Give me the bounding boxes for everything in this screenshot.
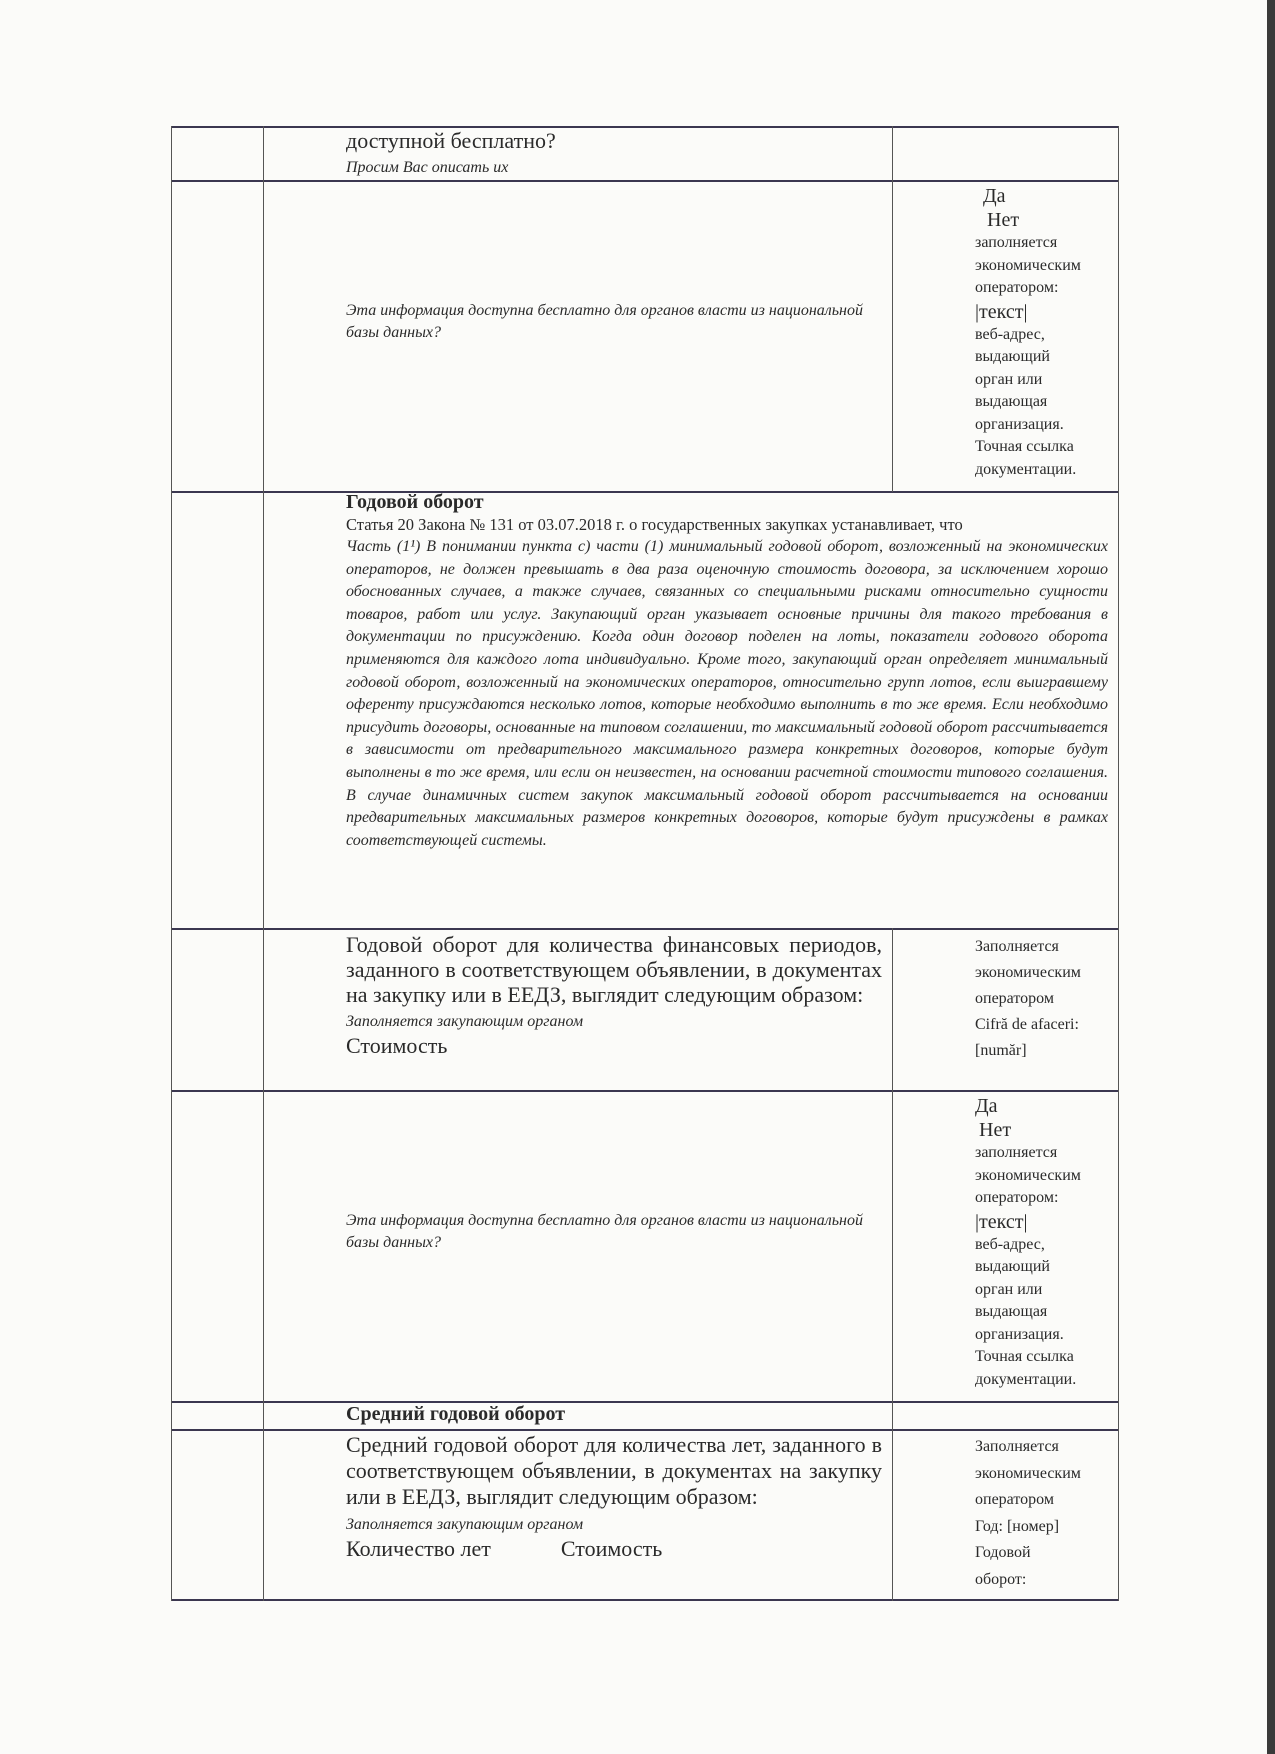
row-divider: [171, 1429, 1119, 1431]
row-divider: [171, 928, 1119, 930]
table-border: [171, 126, 172, 1601]
answer-line: оператором: [975, 990, 1054, 1007]
answer-line: орган или: [975, 370, 1043, 388]
scan-edge: [1267, 0, 1275, 1754]
answer-line: документации.: [975, 460, 1077, 478]
answer-line: экономическим: [975, 1166, 1081, 1184]
note-text: Заполняется закупающим органом: [346, 1516, 584, 1533]
text-placeholder[interactable]: |текст|: [975, 1210, 1028, 1233]
table-border: [1118, 126, 1119, 1601]
answer-line: выдающая: [975, 393, 1048, 410]
answer-line: Точная ссылка: [975, 1348, 1074, 1365]
section-heading: Годовой оборот: [346, 491, 484, 513]
answer-line: веб-адрес,: [975, 325, 1045, 343]
answer-line: заполняется: [975, 1144, 1058, 1161]
note-text: Просим Вас описать их: [346, 159, 509, 176]
answer-cell: [975, 1094, 1113, 1391]
answer-line: оператором:: [975, 279, 1059, 296]
answer-line: экономическим: [975, 1464, 1081, 1482]
answer-line: Годовой: [975, 1544, 1031, 1561]
note-text: Заполняется закупающим органом: [346, 1013, 584, 1030]
column-divider: [892, 928, 893, 1601]
answer-line: заполняется: [975, 234, 1058, 251]
annual-turnover-section: [346, 491, 1108, 852]
year-placeholder[interactable]: Год: [номер]: [975, 1517, 1060, 1535]
law-intro: Статья 20 Закона № 131 от 03.07.2018 г. о государственных закупках устанавливает, что: [346, 515, 963, 534]
question-text: Годовой оборот для количества финансовых периодов, заданного в соответствующем объявлении, в документах на закупку или в ЕЕДЗ, выглядит следующим образом:: [346, 932, 882, 1007]
table-border: [171, 1599, 1119, 1601]
answer-line: оборот:: [975, 1570, 1027, 1588]
question-text: доступной бесплатно?: [346, 128, 556, 153]
answer-line: оператором: [975, 1491, 1054, 1508]
option-no[interactable]: Нет: [979, 1119, 1012, 1141]
answer-line: документации.: [975, 1370, 1077, 1388]
row-7: [346, 1432, 882, 1561]
answer-line: орган или: [975, 1280, 1043, 1298]
answer-line: Заполняется: [975, 1438, 1059, 1455]
answer-line: организация.: [975, 1325, 1064, 1343]
law-text: Часть (1¹) В понимании пункта с) части (1) минимальный годовой оборот, возложенный на экономических операторов, не должен превышать в два раза оценочную стоимость договора, за исключением хорошо обоснованных случаев, а также случаев, связанных со специальными рисками относительно сущности товаров, работ или услуг. Закупающий орган указывает основные причины для такого требования в документации по присуждению. Когда один договор поделен на лоты, показатели годового оборота применяются для каждого лота индивидуально. Кроме того, закупающий орган определяет минимальный годовой оборот, возложенный на экономических операторов, относительно групп лотов, если выигравшему оференту присуждаются несколько лотов, которые необходимо выполнить в то же время. Если необходимо присудить договоры, основанные на типовом соглашении, то максимальный годовой оборот рассчитывается в зависимости от предварительного максимального размера конкретных договоров, которые будут выполнены в то же время, или если он неизвестен, на основании расчетной стоимости типового соглашения. В случае динамичных систем закупок максимальный годовой оборот рассчитывается на основании предварительных максимальных размеров конкретных договоров, которые будут присуждены в рамках соответствующей системы.: [346, 538, 1108, 849]
years-label: Количество лет: [346, 1536, 491, 1561]
row-1: [346, 128, 882, 179]
row-divider: [171, 1090, 1119, 1092]
answer-line: организация.: [975, 415, 1064, 433]
option-no[interactable]: Нет: [987, 209, 1020, 231]
number-placeholder[interactable]: [număr]: [975, 1042, 1027, 1059]
option-yes[interactable]: Да: [983, 185, 1006, 207]
row-4: [346, 932, 882, 1058]
text-placeholder[interactable]: |текст|: [975, 300, 1028, 323]
answer-line: выдающий: [975, 348, 1050, 365]
answer-line: экономическим: [975, 964, 1081, 981]
answer-cell: [975, 184, 1113, 481]
answer-cell: [975, 934, 1113, 1064]
question-text: Средний годовой оборот для количества лет, заданного в соответствующем объявлении, в документах на закупку или в ЕЕДЗ, выглядит следующим образом:: [346, 1432, 882, 1509]
answer-line: Заполняется: [975, 938, 1059, 955]
answer-line: выдающий: [975, 1258, 1050, 1275]
answer-cell: [975, 1434, 1113, 1593]
value-label: Стоимость: [560, 1536, 663, 1561]
answer-line: веб-адрес,: [975, 1235, 1045, 1253]
column-divider: [892, 126, 893, 492]
answer-line: Точная ссылка: [975, 438, 1074, 455]
answer-line: экономическим: [975, 256, 1081, 274]
column-divider: [263, 126, 264, 1601]
section-heading: Средний годовой оборот: [346, 1403, 566, 1425]
question-text: Эта информация доступна бесплатно для органов власти из национальной базы данных?: [346, 1212, 863, 1251]
option-yes[interactable]: Да: [975, 1095, 998, 1117]
row-divider: [171, 180, 1119, 182]
question-text: Эта информация доступна бесплатно для органов власти из национальной базы данных?: [346, 302, 863, 341]
answer-line: Cifră de afaceri:: [975, 1016, 1079, 1033]
answer-line: оператором:: [975, 1189, 1059, 1206]
answer-line: выдающая: [975, 1303, 1048, 1320]
value-label: Стоимость: [346, 1033, 448, 1058]
